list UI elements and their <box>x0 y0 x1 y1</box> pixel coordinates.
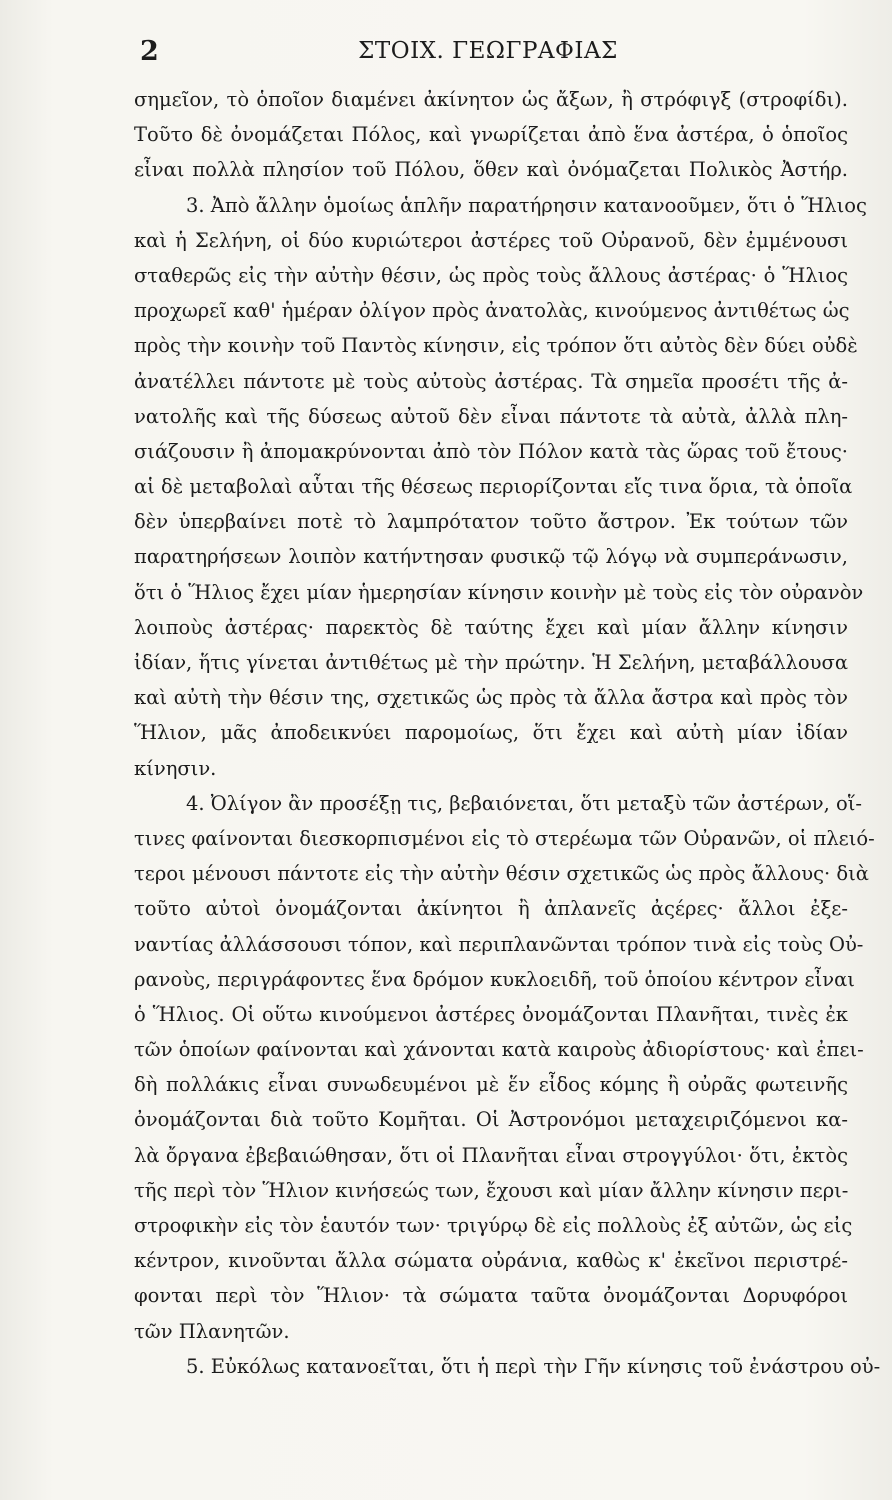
text-line: ὅτι ὁ Ἥλιος ἔχει μίαν ἡμερησίαν κίνησιν κοινὴν μὲ τοὺς εἰς τὸν οὐρανὸν <box>134 580 864 604</box>
text-line: πρὸς τὴν κοινὴν τοῦ Παντὸς κίνησιν, εἰς τρόπον ὅτι αὐτὸς δὲν δύει οὐδὲ <box>134 334 858 358</box>
text-line: τοῦτο αὐτοὶ ὀνομάζονται ἀκίνητοι ἢ ἀπλανεῖς ἀςέρες· ἄλλοι ἐξε- <box>134 897 848 921</box>
text-line: τῶν ὁποίων φαίνονται καὶ χάνονται κατὰ καιροὺς ἀδιορίστους· καὶ ἐπει- <box>134 1038 864 1062</box>
text-line: ὀνομάζονται διὰ τοῦτο Κομῆται. Οἱ Ἀστρονόμοι μεταχειριζόμενοι κα- <box>134 1108 848 1132</box>
text-line: τινες φαίνονται διεσκορπισμένοι εἰς τὸ στερέωμα τῶν Οὐρανῶν, οἱ πλειό- <box>134 826 875 850</box>
text-line: Τοῦτο δὲ ὀνομάζεται Πόλος, καὶ γνωρίζεται ἀπὸ ἕνα ἀστέρα, ὁ ὁποῖος <box>134 123 848 147</box>
text-line: λοιποὺς ἀστέρας· παρεκτὸς δὲ ταύτης ἔχει καὶ μίαν ἄλλην κίνησιν <box>134 615 848 639</box>
text-line: ἀνατέλλει πάντοτε μὲ τοὺς αὐτοὺς ἀστέρας. Τὰ σημεῖα προσέτι τῆς ἀ- <box>134 369 848 393</box>
text-line: φονται περὶ τὸν Ἥλιον· τὰ σώματα ταῦτα ὀνομάζονται Δορυφόροι <box>134 1284 848 1308</box>
text-line: σημεῖον, τὸ ὁποῖον διαμένει ἀκίνητον ὡς ἄξων, ἢ στρόφιγξ (στροφίδι). <box>134 88 848 111</box>
text-line: λὰ ὄργανα ἐβεβαιώθησαν, ὅτι οἱ Πλανῆται εἶναι στρογγύλοι· ὅτι, ἐκτὸς <box>134 1143 848 1167</box>
paragraph-3-start: 3. Ἀπὸ ἄλλην ὁμοίως ἁπλῆν παρατήρησιν κατανοοῦμεν, ὅτι ὁ Ἥλιος <box>186 193 867 217</box>
text-line: τῶν Πλανητῶν. <box>134 1319 290 1343</box>
text-line: καὶ αὐτὴ τὴν θέσιν της, σχετικῶς ὡς πρὸς τὰ ἄλλα ἄστρα καὶ πρὸς τὸν <box>134 686 848 710</box>
text-line: ἰδίαν, ἥτις γίνεται ἀντιθέτως μὲ τὴν πρώτην. Ἡ Σελήνη, μεταβάλλουσα <box>134 651 848 674</box>
text-line: νατολῆς καὶ τῆς δύσεως αὐτοῦ δὲν εἶναι πάντοτε τὰ αὐτὰ, ἀλλὰ πλη- <box>134 404 848 428</box>
text-line: ὁ Ἥλιος. Οἱ οὕτω κινούμενοι ἀστέρες ὀνομάζονται Πλανῆται, τινὲς ἐκ <box>134 1002 848 1026</box>
text-line: προχωρεῖ καθ' ἡμέραν ὀλίγον πρὸς ἀνατολὰς, κινούμενος ἀντιθέτως ὡς <box>134 299 850 323</box>
text-line: Ἥλιον, μᾶς ἀποδεικνύει παρομοίως, ὅτι ἔχει καὶ αὐτὴ μίαν ἰδίαν <box>134 721 848 745</box>
text-line: σιάζουσιν ἢ ἀπομακρύνονται ἀπὸ τὸν Πόλον κατὰ τὰς ὥρας τοῦ ἔτους· <box>134 439 848 463</box>
text-line: ναντίας ἀλλάσσουσι τόπον, καὶ περιπλανῶνται τρόπον τινὰ εἰς τοὺς Οὐ- <box>134 932 864 956</box>
text-line: δὴ πολλάκις εἶναι συνωδευμένοι μὲ ἕν εἶδος κόμης ἢ οὐρᾶς φωτεινῆς <box>134 1073 848 1097</box>
text-line: κίνησιν. <box>134 756 217 780</box>
text-line: παρατηρήσεων λοιπὸν κατήντησαν φυσικῷ τῷ λόγῳ νὰ συμπεράνωσιν, <box>134 545 848 569</box>
text-line: κέντρον, κινοῦνται ἄλλα σώματα οὐράνια, καθὼς κ' ἐκεῖνοι περιστρέ- <box>134 1249 848 1273</box>
text-line: τῆς περὶ τὸν Ἥλιον κινήσεώς των, ἔχουσι καὶ μίαν ἄλλην κίνησιν περι- <box>134 1178 849 1202</box>
text-line: αἱ δὲ μεταβολαὶ αὗται τῆς θέσεως περιορίζονται εἴς τινα ὅρια, τὰ ὁποῖα <box>134 475 853 499</box>
paragraph-5-start: 5. Εὐκόλως κατανοεῖται, ὅτι ἡ περὶ τὴν Γῆν κίνησις τοῦ ἐνάστρου οὐ- <box>186 1354 881 1378</box>
page-header <box>140 36 836 76</box>
text-line: ρανοὺς, περιγράφοντες ἕνα δρόμον κυκλοειδῆ, τοῦ ὁποίου κέντρον εἶναι <box>134 967 855 991</box>
text-line: καὶ ἡ Σελήνη, οἱ δύο κυριώτεροι ἀστέρες τοῦ Οὐρανοῦ, δὲν ἐμμένουσι <box>134 228 848 252</box>
text-line: εἶναι πολλὰ πλησίον τοῦ Πόλου, ὅθεν καὶ ὀνόμαζεται Πολικὸς Ἀστήρ. <box>134 158 848 182</box>
text-line: στροφικὴν εἰς τὸν ἑαυτόν των· τριγύρῳ δὲ εἰς πολλοὺς ἐξ αὐτῶν, ὡς εἰς <box>134 1214 853 1237</box>
page-number: 2 <box>140 36 159 67</box>
text-line: τεροι μένουσι πάντοτε εἰς τὴν αὐτὴν θέσιν σχετικῶς ὡς πρὸς ἄλλους· διὰ <box>134 862 869 886</box>
text-line: σταθερῶς εἰς τὴν αὐτὴν θέσιν, ὡς πρὸς τοὺς ἄλλους ἀστέρας· ὁ Ἥλιος <box>134 263 848 287</box>
body-text <box>134 82 881 1384</box>
running-head: ΣΤΟΙΧ. ΓΕΩΓΡΑΦΙΑΣ <box>358 38 618 64</box>
paragraph-4-start: 4. Ὀλίγον ἂν προσέξῃ τις, βεβαιόνεται, ὅτι μεταξὺ τῶν ἀστέρων, οἵ- <box>186 791 863 815</box>
text-line: δὲν ὑπερβαίνει ποτὲ τὸ λαμπρότατον τοῦτο ἄστρον. Ἐκ τούτων τῶν <box>134 510 848 534</box>
